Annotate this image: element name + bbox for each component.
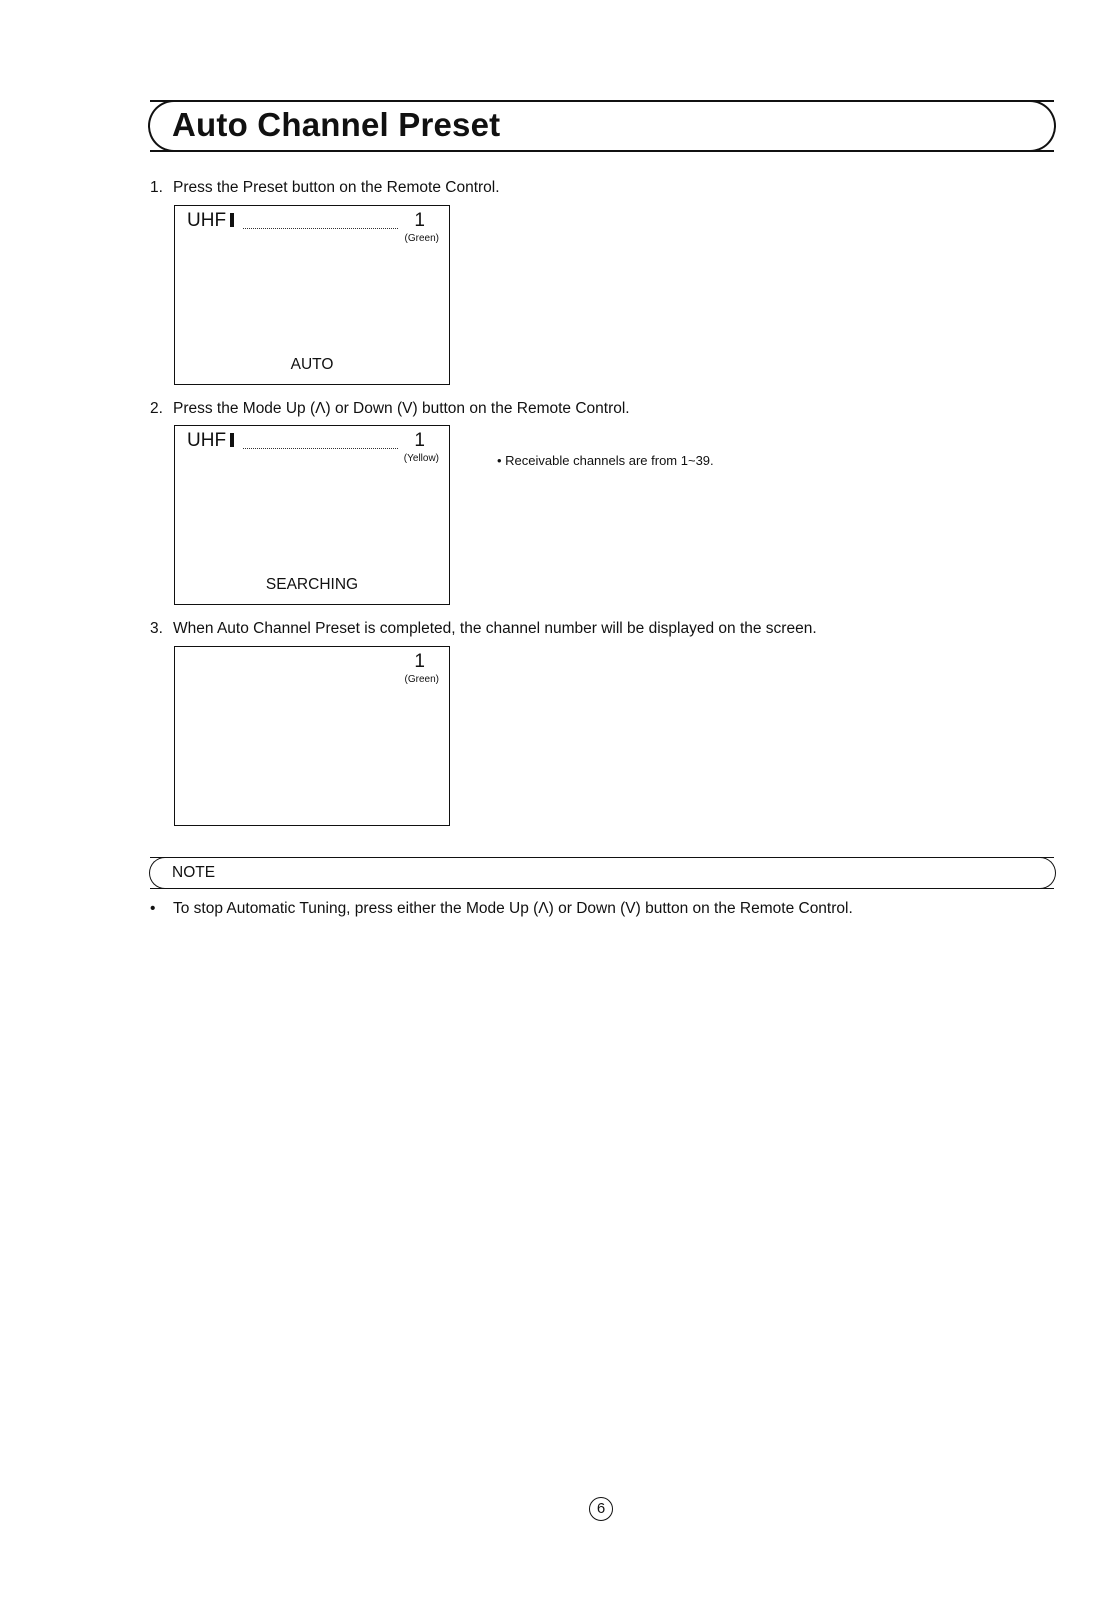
- mode-label: SEARCHING: [265, 576, 359, 593]
- channel-color-label: (Green): [404, 233, 439, 244]
- step-number: 1.: [150, 179, 163, 196]
- band-label: UHF: [187, 210, 227, 231]
- cursor-block-icon: [230, 213, 234, 227]
- cursor-block-icon: [230, 433, 234, 447]
- step-number: 3.: [150, 620, 163, 637]
- receivable-channels-note: • Receivable channels are from 1~39.: [497, 453, 714, 468]
- tv-screen-2: [174, 425, 450, 605]
- title-bracket-right: [1028, 100, 1056, 152]
- step-2: [150, 400, 630, 418]
- bullet: •: [150, 900, 156, 917]
- tv-screen-3: [174, 646, 450, 826]
- step-number: 2.: [150, 400, 163, 417]
- channel-number: 1: [414, 210, 425, 231]
- channel-number: 1: [414, 651, 425, 672]
- note-bracket-left: [149, 857, 165, 889]
- step-text: Press the Mode Up (Λ) or Down (V) button on the Remote Control.: [173, 400, 630, 417]
- step-text: When Auto Channel Preset is completed, the channel number will be displayed on the screen.: [173, 620, 817, 637]
- channel-color-label: (Yellow): [403, 453, 439, 464]
- band-indicator: [187, 210, 234, 232]
- tv-screen-1: [174, 205, 450, 385]
- title-banner: [150, 100, 1054, 152]
- note-bracket-right: [1040, 857, 1056, 889]
- dotted-leader: [243, 432, 398, 449]
- page-number: 6: [589, 1497, 613, 1521]
- note-label: NOTE: [172, 864, 216, 881]
- band-label: UHF: [187, 430, 227, 451]
- band-indicator: [187, 430, 234, 452]
- dotted-leader: [243, 212, 398, 229]
- channel-color-label: (Green): [404, 674, 439, 685]
- step-1: [150, 179, 500, 197]
- note-banner: [150, 857, 1054, 889]
- step-text: Press the Preset button on the Remote Control.: [173, 179, 500, 196]
- step-3: [150, 620, 817, 638]
- page-title: Auto Channel Preset: [172, 106, 501, 143]
- channel-number: 1: [414, 430, 425, 451]
- note-text: To stop Automatic Tuning, press either the Mode Up (Λ) or Down (V) button on the Remote Control.: [173, 900, 853, 917]
- note-item: [150, 900, 853, 918]
- mode-label: AUTO: [290, 356, 334, 373]
